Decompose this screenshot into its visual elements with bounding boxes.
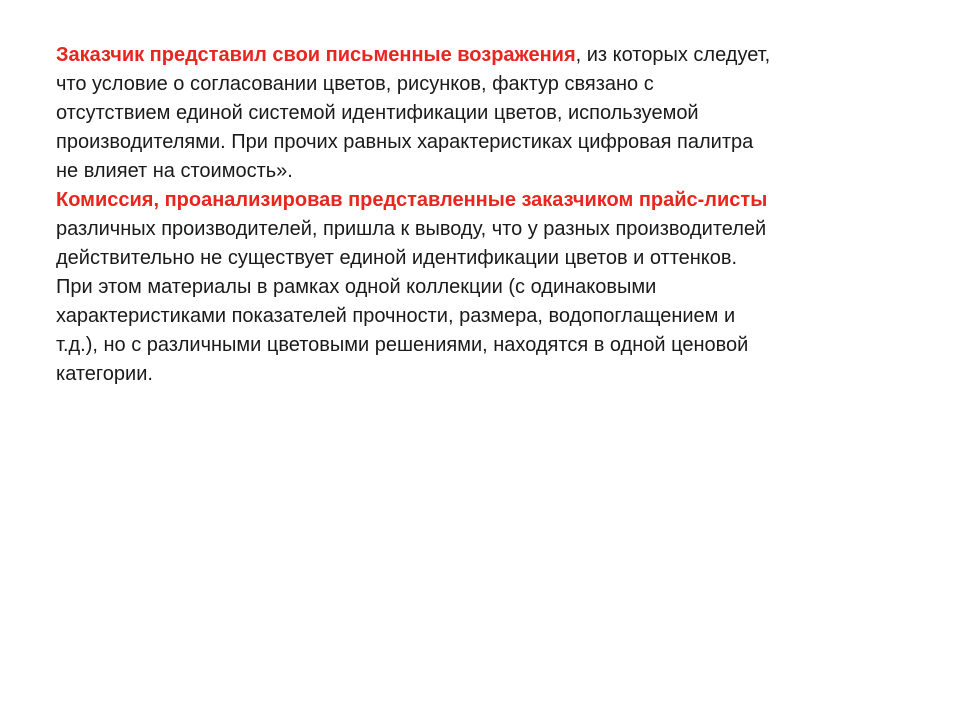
slide-text-block (56, 41, 916, 389)
text-line: действительно не существует единой идентификации цветов и оттенков. (56, 247, 738, 269)
text-line: характеристиками показателей прочности, размера, водопоглащением и (56, 305, 736, 327)
text-line: что условие о согласовании цветов, рисунков, фактур связано с (56, 73, 654, 95)
text-line: т.д.), но с различными цветовыми решениями, находятся в одной ценовой (56, 334, 749, 356)
text-line: различных производителей, пришла к выводу, что у разных производителей (56, 218, 767, 240)
text-line: При этом материалы в рамках одной коллекции (с одинаковыми (56, 276, 657, 298)
paragraph-customer-objections (56, 41, 916, 186)
highlighted-phrase: Комиссия, проанализировав представленные заказчиком прайс-листы (56, 189, 768, 211)
line-text: , из которых следует, (575, 44, 771, 66)
text-line: категории. (56, 363, 153, 385)
text-line: производителями. При прочих равных характеристиках цифровая палитра (56, 131, 754, 153)
text-line (56, 41, 916, 70)
text-line: отсутствием единой системой идентификации цветов, используемой (56, 102, 699, 124)
paragraph-commission-conclusion (56, 186, 916, 389)
text-line: не влияет на стоимость». (56, 160, 293, 182)
highlighted-phrase: Заказчик представил свои письменные возражения (56, 44, 576, 66)
